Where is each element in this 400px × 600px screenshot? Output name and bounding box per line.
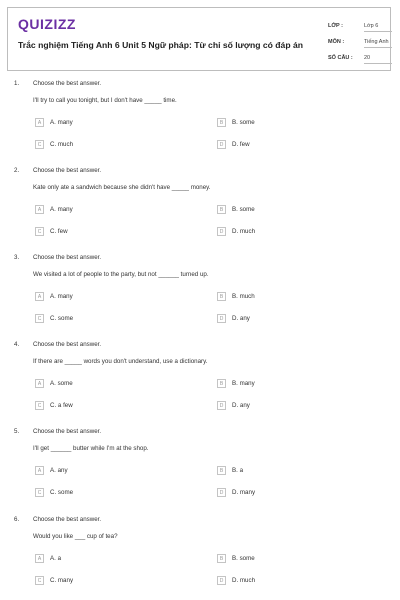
option-letter-box: C xyxy=(35,140,44,149)
option-letter-box: C xyxy=(35,576,44,585)
option-text: B. much xyxy=(232,293,255,300)
option-text: C. a few xyxy=(50,402,73,409)
option-letter-box: D xyxy=(217,140,226,149)
question-prompt: Choose the best answer. xyxy=(33,341,102,348)
option-text: B. some xyxy=(232,206,255,213)
option-text: D. much xyxy=(232,577,256,584)
option-text: B. a xyxy=(232,467,244,474)
subject-label: MÔN : xyxy=(328,39,345,45)
question-number: 2. xyxy=(14,167,20,174)
question-sentence: Kate only ate a sandwich because she didn't have _____ money. xyxy=(33,184,211,191)
option-letter-box: B xyxy=(217,118,226,127)
question-2 xyxy=(0,167,400,251)
option-letter-box: A xyxy=(35,554,44,563)
question-number: 6. xyxy=(14,516,20,523)
option-text: C. some xyxy=(50,489,74,496)
question-prompt: Choose the best answer. xyxy=(33,428,102,435)
option-text: A. any xyxy=(50,467,68,474)
option-letter-box: A xyxy=(35,379,44,388)
question-sentence: I'll try to call you tonight, but I don't have _____ time. xyxy=(33,97,177,104)
option-text: C. few xyxy=(50,228,68,235)
question-sentence: We visited a lot of people to the party, but not ______ turned up. xyxy=(33,271,209,278)
meta-question-count xyxy=(328,53,392,67)
grade-label: LỚP : xyxy=(328,23,343,29)
worksheet-title: Trắc nghiệm Tiếng Anh 6 Unit 5 Ngữ pháp: Từ chỉ số lượng có đáp án xyxy=(18,40,303,50)
option-text: B. some xyxy=(232,555,255,562)
option-text: D. many xyxy=(232,489,256,496)
question-count-label: SỐ CÂU : xyxy=(328,55,353,61)
option-text: A. a xyxy=(50,555,62,562)
option-letter-box: D xyxy=(217,576,226,585)
option-letter-box: D xyxy=(217,488,226,497)
option-text: D. much xyxy=(232,228,256,235)
option-letter-box: C xyxy=(35,488,44,497)
question-3 xyxy=(0,254,400,338)
option-letter-box: B xyxy=(217,466,226,475)
option-letter-box: A xyxy=(35,205,44,214)
question-sentence: If there are _____ words you don't understand, use a dictionary. xyxy=(33,358,208,365)
option-letter-box: A xyxy=(35,118,44,127)
quizizz-logo: QUIZIZZ xyxy=(18,16,76,32)
option-letter-box: B xyxy=(217,292,226,301)
question-prompt: Choose the best answer. xyxy=(33,254,102,261)
question-prompt: Choose the best answer. xyxy=(33,167,102,174)
option-letter-box: A xyxy=(35,466,44,475)
option-text: B. some xyxy=(232,119,255,126)
option-text: B. many xyxy=(232,380,255,387)
subject-value: Tiếng Anh xyxy=(364,39,392,48)
question-number: 5. xyxy=(14,428,20,435)
option-letter-box: C xyxy=(35,314,44,323)
option-text: A. some xyxy=(50,380,73,387)
question-sentence: Would you like ___ cup of tea? xyxy=(33,533,118,540)
meta-grade xyxy=(328,21,392,35)
option-letter-box: D xyxy=(217,401,226,410)
question-1 xyxy=(0,80,400,164)
option-letter-box: B xyxy=(217,554,226,563)
option-letter-box: D xyxy=(217,314,226,323)
option-letter-box: A xyxy=(35,292,44,301)
option-text: A. many xyxy=(50,206,73,213)
question-4 xyxy=(0,341,400,425)
option-text: A. many xyxy=(50,293,73,300)
option-letter-box: B xyxy=(217,205,226,214)
question-5 xyxy=(0,428,400,512)
option-text: D. any xyxy=(232,315,250,322)
question-number: 3. xyxy=(14,254,20,261)
question-sentence: I'll get ______ butter while I'm at the shop. xyxy=(33,445,149,452)
option-text: C. much xyxy=(50,141,74,148)
question-count-value: 20 xyxy=(364,55,392,64)
grade-value: Lớp 6 xyxy=(364,23,392,32)
question-prompt: Choose the best answer. xyxy=(33,80,102,87)
option-text: C. many xyxy=(50,577,74,584)
question-6 xyxy=(0,516,400,600)
option-text: A. many xyxy=(50,119,73,126)
option-text: C. some xyxy=(50,315,74,322)
option-letter-box: C xyxy=(35,227,44,236)
option-text: D. few xyxy=(232,141,250,148)
meta-subject xyxy=(328,37,392,51)
option-letter-box: C xyxy=(35,401,44,410)
option-letter-box: D xyxy=(217,227,226,236)
worksheet-header xyxy=(7,7,391,71)
question-prompt: Choose the best answer. xyxy=(33,516,102,523)
question-number: 4. xyxy=(14,341,20,348)
question-number: 1. xyxy=(14,80,20,87)
option-text: D. any xyxy=(232,402,250,409)
option-letter-box: B xyxy=(217,379,226,388)
